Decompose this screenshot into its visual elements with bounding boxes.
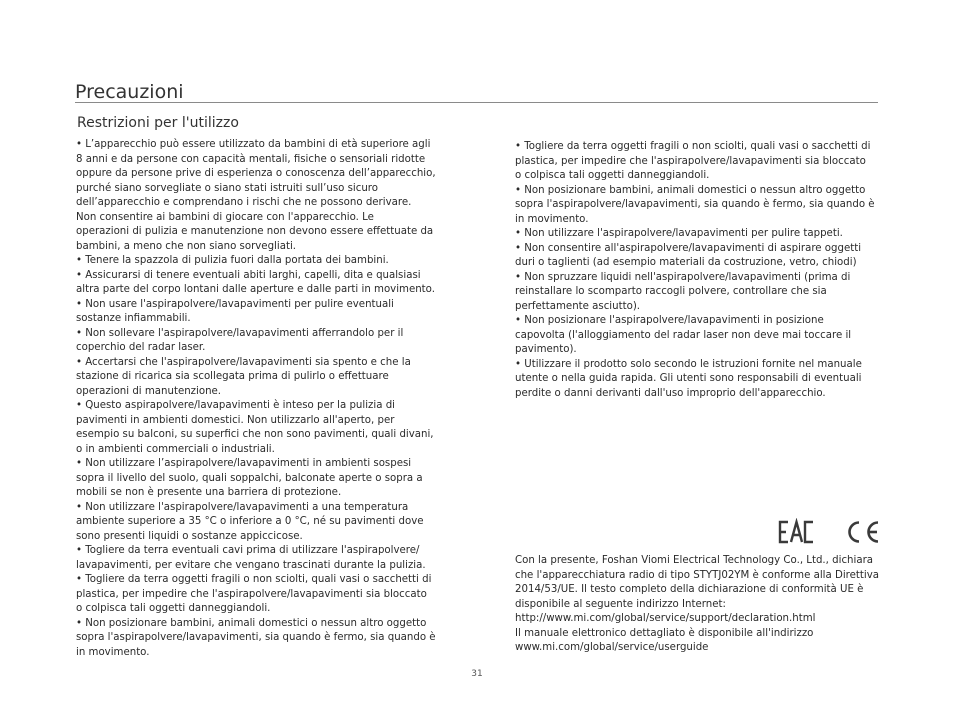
body-text-line: • Non utilizzare l'aspirapolvere/lavapavimenti a una temperatura [76, 501, 409, 513]
body-text-line: • Assicurarsi di tenere eventuali abiti larghi, capelli, dita e qualsiasi [76, 269, 421, 281]
body-text-line: dell’apparecchio e comprendano i rischi che ne possono derivare. [76, 197, 412, 208]
right-column [515, 140, 883, 401]
body-text-line: sono presenti liquidi o sostanze appiccicose. [76, 530, 303, 542]
page-title: Precauzioni [75, 80, 184, 103]
body-text-line: o colpisca tali oggetti danneggiandoli. [515, 170, 710, 181]
body-text-line: • Utilizzare il prodotto solo secondo le istruzioni fornite nel manuale [515, 358, 862, 370]
ce-mark-icon [850, 523, 879, 542]
body-text-line: operazioni di manutenzione. [76, 385, 222, 397]
body-text-line: • Non sollevare l'aspirapolvere/lavapavimenti afferrandolo per il [76, 327, 404, 339]
body-text-line: • Non utilizzare l’aspirapolvere/lavapavimenti in ambienti sospesi [76, 458, 412, 469]
body-text-line: pavimento). [515, 344, 577, 355]
body-text-line: oppure da persone prive di esperienza o conoscenza dell’apparecchio, [76, 168, 436, 179]
page-number: 31 [471, 669, 483, 679]
body-text-line: sopra l'aspirapolvere/lavapavimenti, sia quando è fermo, sia quando è [515, 199, 875, 210]
body-text-line: ambiente superiore a 35 °C o inferiore a 0 °C, né su pavimenti dove [76, 516, 424, 527]
declaration-text-line: Con la presente, Foshan Viomi Electrical Technology Co., Ltd., dichiara [515, 555, 874, 566]
body-text-line: reinstallare lo scomparto raccogli polvere, controllare che sia [515, 286, 827, 297]
body-text-line: • Non usare l'aspirapolvere/lavapavimenti per pulire eventuali [76, 298, 394, 310]
declaration-text-line: www.mi.com/global/service/userguide [515, 642, 709, 653]
body-text-line: coperchio del radar laser. [76, 342, 206, 353]
eac-mark-icon [780, 522, 813, 542]
body-text-line: • Non utilizzare l'aspirapolvere/lavapavimenti per pulire tappeti. [515, 228, 843, 239]
body-text-line: perfettamente asciutto). [515, 300, 641, 312]
body-text-line: in movimento. [515, 213, 589, 225]
body-text-line: sopra l'aspirapolvere/lavapavimenti, sia quando è fermo, sia quando è [76, 632, 436, 643]
declaration-text-line: che l'apparecchiatura radio di tipo STYTJ02YM è conforme alla Direttiva [515, 569, 879, 581]
body-text-line: lavapavimenti, per evitare che vengano trascinati durante la pulizia. [76, 559, 426, 571]
body-text-line: • Non consentire all'aspirapolvere/lavapavimenti di aspirare oggetti [515, 242, 862, 254]
body-text-line: perdite o danni derivanti dall'uso improprio dell'apparecchio. [515, 387, 826, 399]
body-text-line: capovolta (l'alloggiamento del radar laser non deve mai toccare il [515, 329, 852, 341]
body-text-line: • Togliere da terra oggetti fragili o non sciolti, quali vasi o sacchetti di [76, 574, 432, 585]
body-text-line: • Togliere da terra oggetti fragili o non sciolti, quali vasi o sacchetti di [515, 141, 871, 152]
body-text-line: plastica, per impedire che l'aspirapolvere/lavapavimenti sia bloccato [515, 155, 866, 167]
declaration-text-line: disponibile al seguente indirizzo Internet: [515, 598, 726, 610]
body-text-line: in movimento. [76, 646, 150, 658]
body-text-line: • Questo aspirapolvere/lavapavimenti è inteso per la pulizia di [76, 400, 396, 411]
declaration-text-line: Il manuale elettronico dettagliato è disponibile all'indirizzo [515, 627, 814, 639]
body-text-line: altra parte del corpo lontani dalle aperture e dalle parti in movimento. [76, 284, 435, 295]
body-text-line: • Accertarsi che l'aspirapolvere/lavapavimenti sia spento e che la [76, 356, 411, 368]
body-text-line: Non consentire ai bambini di giocare con l'apparecchio. Le [76, 211, 374, 223]
left-column [76, 138, 446, 660]
body-text-line: o in ambienti commerciali o industriali. [76, 443, 275, 455]
body-text-line: o colpisca tali oggetti danneggiandoli. [76, 603, 271, 614]
body-text-line: stazione di ricarica sia scollegata prima di pulirlo o effettuare [76, 371, 389, 382]
body-text-line: • Non posizionare bambini, animali domestici o nessun altro oggetto [76, 617, 427, 629]
body-text-line: mobili se non è presente una barriera di protezione. [76, 487, 342, 498]
certification-marks [777, 518, 881, 546]
body-text-line: • L’apparecchio può essere utilizzato da bambini di età superiore agli [76, 139, 431, 150]
declaration-text-line: http://www.mi.com/global/service/support/declaration.html [515, 613, 816, 624]
body-text-line: sostanze infiammabili. [76, 313, 191, 324]
body-text-line: purché siano sorvegliate o siano stati istruiti sull’uso sicuro [76, 182, 379, 194]
section-heading: Restrizioni per l'utilizzo [77, 115, 239, 131]
body-text-line: 8 anni e da persone con capacità mentali, fisiche o sensoriali ridotte [76, 153, 426, 165]
body-text-line: • Tenere la spazzola di pulizia fuori dalla portata dei bambini. [76, 255, 389, 266]
body-text-line: • Non spruzzare liquidi nell'aspirapolvere/lavapavimenti (prima di [515, 271, 851, 283]
body-text-line: esempio su balconi, su superfici che non sono pavimenti, quali divani, [76, 429, 434, 440]
declaration-of-conformity [515, 554, 883, 656]
body-text-line: operazioni di pulizia e manutenzione non devono essere effettuate da [76, 226, 434, 237]
body-text-line: plastica, per impedire che l'aspirapolvere/lavapavimenti sia bloccato [76, 588, 427, 600]
body-text-line: duri o taglienti (ad esempio materiali da costruzione, vetro, chiodi) [515, 257, 857, 268]
body-text-line: • Togliere da terra eventuali cavi prima di utilizzare l'aspirapolvere/ [76, 545, 420, 556]
body-text-line: • Non posizionare bambini, animali domestici o nessun altro oggetto [515, 184, 866, 196]
declaration-text-line: 2014/53/UE. Il testo completo della dichiarazione di conformità UE è [515, 584, 864, 595]
body-text-line: pavimenti in ambienti domestici. Non utilizzarlo all'aperto, per [76, 414, 395, 426]
title-divider [75, 102, 878, 103]
body-text-line: • Non posizionare l'aspirapolvere/lavapavimenti in posizione [515, 315, 824, 326]
body-text-line: sopra il livello del suolo, quali soppalchi, balconate aperte o sopra a [76, 472, 423, 484]
body-text-line: utente o nella guida rapida. Gli utenti sono responsabili di eventuali [515, 373, 862, 384]
body-text-line: bambini, a meno che non siano sorvegliati. [76, 240, 297, 252]
